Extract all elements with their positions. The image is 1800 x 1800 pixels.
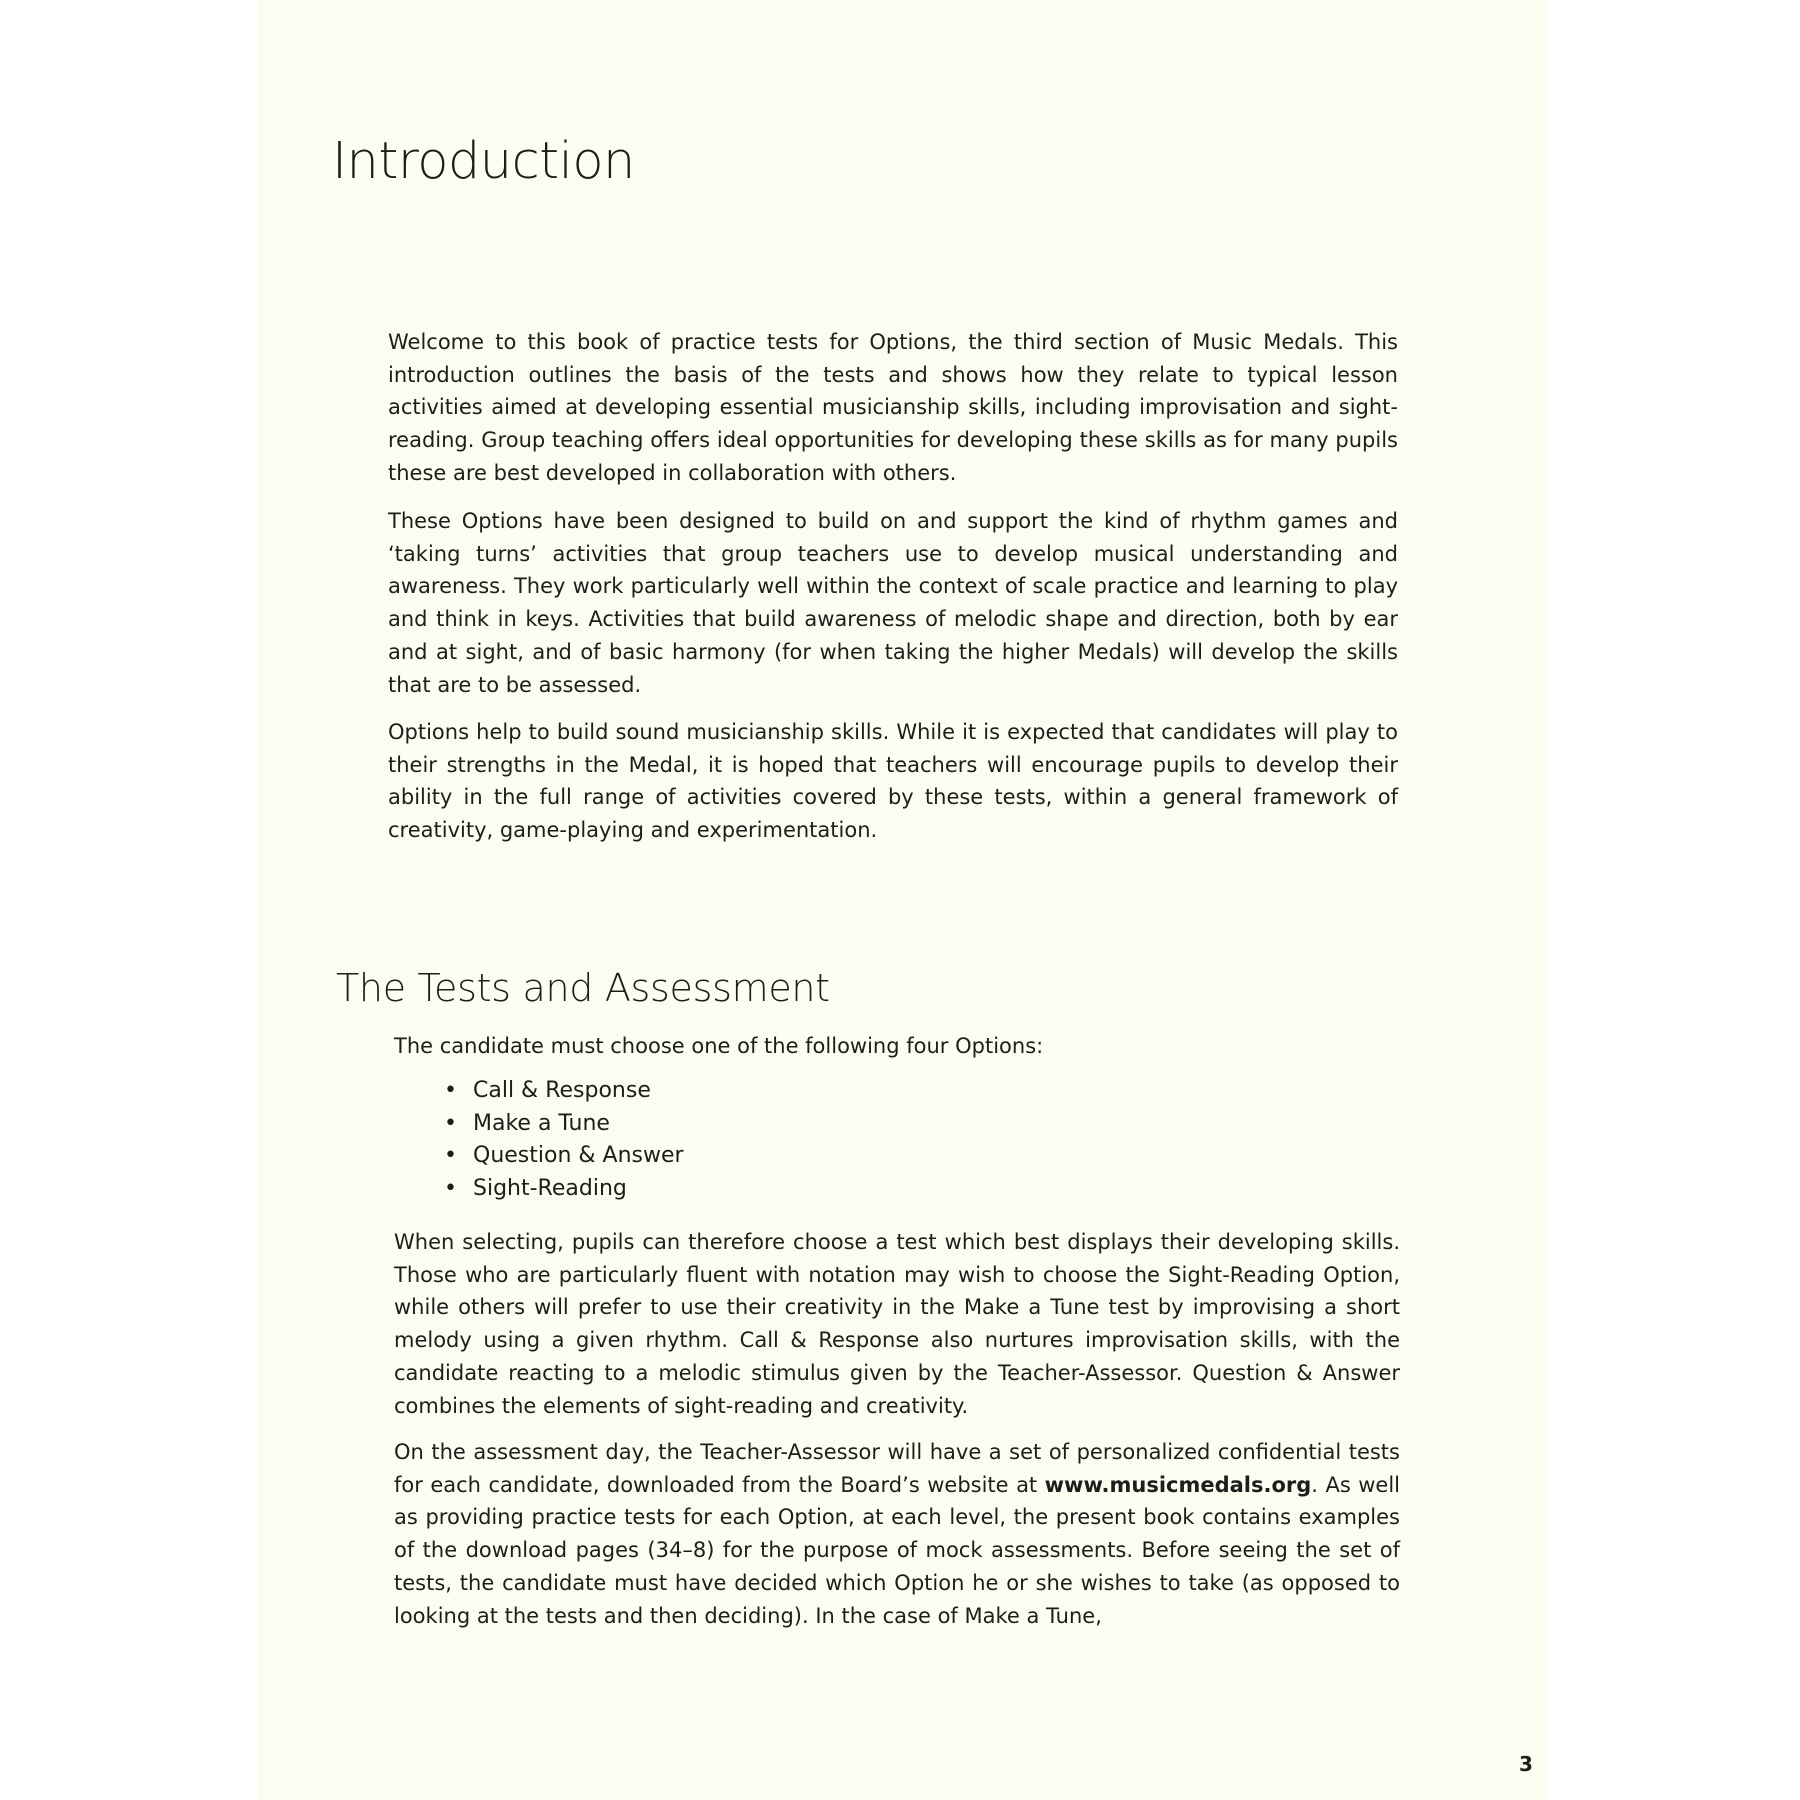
assessment-day-text-end: . As well as providing practice tests for each Option, at each level, the present book contains examples of the download pages (34–8) for the purpose of mock assessments. Before seeing the set of tests, the candidate must have decided which Option he or she wishes to take (as opposed to looking at the tests and then deciding). In the case of Make a Tune,	[394, 1472, 1400, 1628]
option-question-answer: • Question & Answer	[444, 1140, 684, 1173]
option-sight-reading: • Sight-Reading	[444, 1173, 684, 1206]
tests-paragraph-assessment-day	[394, 1436, 1400, 1632]
tests-assessment-heading: The Tests and Assessment	[336, 966, 830, 1010]
introduction-heading: Introduction	[332, 132, 635, 191]
tests-paragraph-selecting: When selecting, pupils can therefore choose a test which best displays their developing skills. Those who are particularly fluent with notation may wish to choose the Sight-Reading Option, while others will prefer to use their creativity in the Make a Tune test by improvising a short melody using a given rhythm. Call & Response also nurtures improvisation skills, with the candidate reacting to a melodic stimulus given by the Teacher-Assessor. Question & Answer combines the elements of sight-reading and creativity.	[394, 1230, 1400, 1418]
options-list	[444, 1075, 684, 1205]
assessment-day-text-start: On the assessment day, the Teacher-Assessor will have a set of personalized confidential tests for each candidate, downloaded from the Board’s website at	[394, 1440, 1400, 1497]
option-call-response: • Call & Response	[444, 1075, 684, 1108]
intro-paragraph-musicianship: Options help to build sound musicianship skills. While it is expected that candidates will play to their strengths in the Medal, it is hoped that teachers will encourage pupils to develop their ability in the full range of activities covered by these tests, within a general framework of creativity, game-playing and experimentation.	[388, 720, 1398, 843]
intro-paragraph-welcome: Welcome to this book of practice tests for Options, the third section of Music Medals. This introduction outlines the basis of the tests and shows how they relate to typical lesson activities aimed at developing essential musicianship skills, including improvisation and sight-reading. Group teaching offers ideal opportunities for developing these skills as for many pupils these are best developed in collaboration with others.	[388, 330, 1398, 485]
option-make-a-tune: • Make a Tune	[444, 1108, 684, 1141]
intro-paragraph-options-design: These Options have been designed to build on and support the kind of rhythm games and ‘taking turns’ activities that group teachers use to develop musical understanding and awareness. They work particularly well within the context of scale practice and learning to play and think in keys. Activities that build awareness of melodic shape and direction, both by ear and at sight, and of basic harmony (for when taking the higher Medals) will develop the skills that are to be assessed.	[388, 509, 1398, 697]
tests-lead-sentence: The candidate must choose one of the following four Options:	[394, 1034, 1044, 1058]
musicmedals-url: www.musicmedals.org	[1044, 1472, 1312, 1497]
page-number: 3	[1519, 1752, 1533, 1776]
book-page	[258, 0, 1548, 1800]
